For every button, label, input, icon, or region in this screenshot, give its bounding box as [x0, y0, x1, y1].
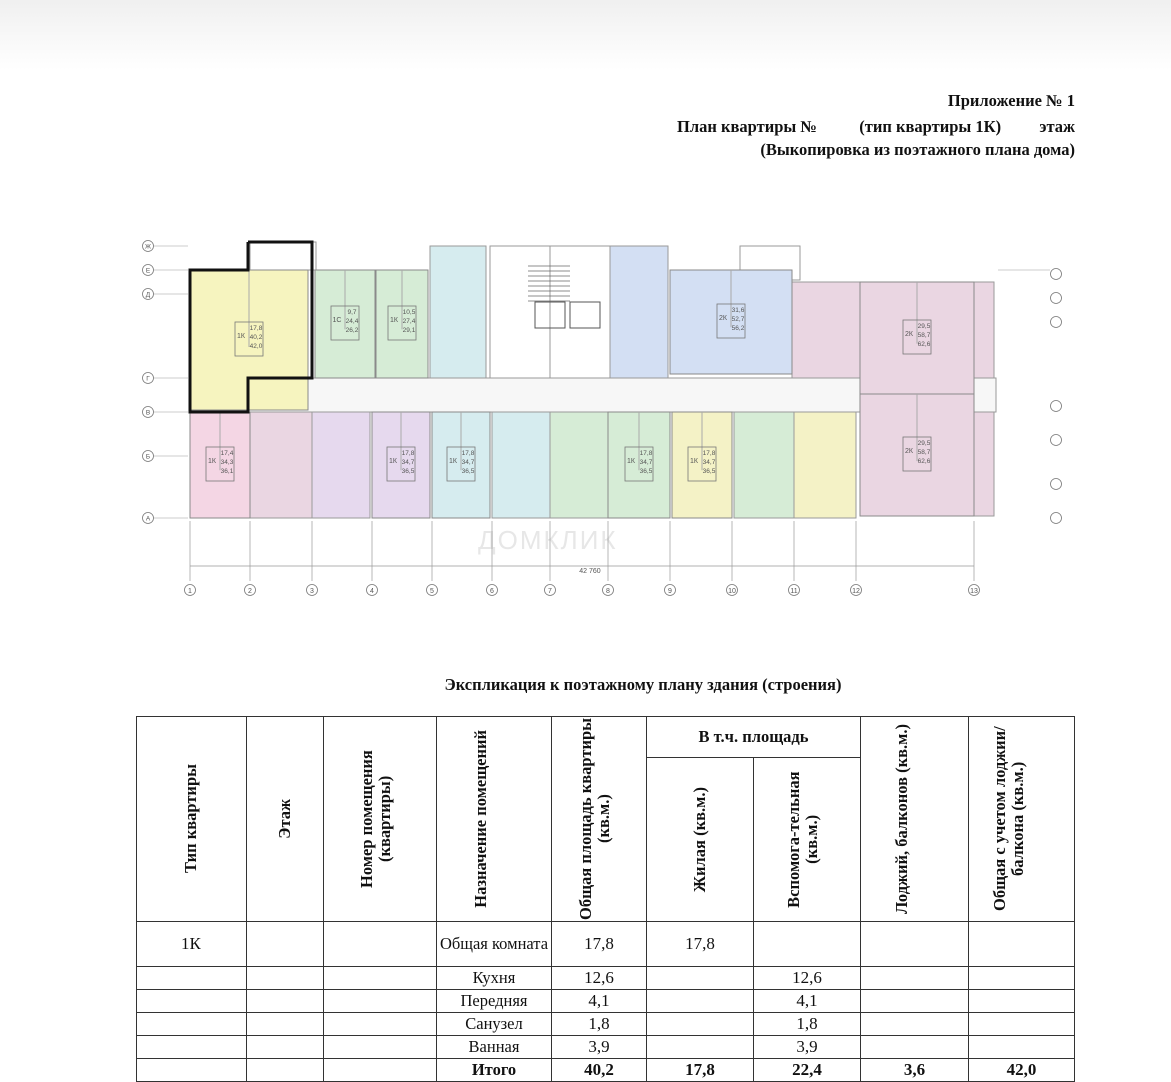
grid-axis-label: 11 — [790, 588, 798, 595]
cell-number — [324, 1036, 437, 1059]
header-room-number: Номер помещения (квартиры) — [324, 717, 437, 922]
cell-total_loggia: 42,0 — [969, 1059, 1075, 1082]
cell-living — [647, 967, 754, 990]
grid-axis-label: Ж — [144, 243, 152, 251]
header-floor: Этаж — [247, 717, 324, 922]
cell-aux — [754, 922, 861, 967]
plan-room — [312, 412, 370, 518]
grid-axis-label: 13 — [970, 588, 978, 595]
cell-type — [137, 967, 247, 990]
plan-room — [610, 246, 668, 378]
cell-aux: 22,4 — [754, 1059, 861, 1082]
header-room-purpose: Назначение помещений — [437, 717, 552, 922]
header-total-area: Общая площадь квартиры (кв.м.) — [552, 717, 647, 922]
plan-unit-type: 1К — [237, 333, 245, 340]
plan-type: (тип квартиры 1К) — [859, 117, 1002, 136]
plan-room — [492, 412, 550, 518]
cell-floor — [247, 1059, 324, 1082]
cell-living: 17,8 — [647, 1059, 754, 1082]
plan-unit-area: 34,7 — [401, 459, 415, 466]
cell-type — [137, 1059, 247, 1082]
cell-purpose: Санузел — [437, 1013, 552, 1036]
plan-unit-type: 1К — [627, 458, 635, 465]
cell-living: 17,8 — [647, 922, 754, 967]
grid-axis-label: 4 — [370, 588, 374, 595]
plan-unit-area: 36,5 — [461, 468, 475, 475]
grid-axis-marker — [1051, 513, 1062, 524]
plan-unit-area: 17,8 — [249, 325, 263, 332]
plan-unit-type: 2К — [719, 315, 727, 322]
plan-unit-area: 29,5 — [917, 440, 931, 447]
plan-unit-type: 1С — [332, 317, 342, 324]
grid-axis-label: Б — [145, 453, 151, 461]
cell-floor — [247, 1013, 324, 1036]
grid-axis-label: Д — [145, 291, 151, 299]
grid-axis-label: 6 — [490, 588, 494, 595]
cell-number — [324, 1013, 437, 1036]
plan-unit-area: 9,7 — [347, 309, 357, 316]
cell-living — [647, 1013, 754, 1036]
plan-unit-area: 36,5 — [639, 468, 653, 475]
cell-loggia — [861, 1013, 969, 1036]
plan-unit-area: 36,1 — [220, 468, 234, 475]
explication-title: Экспликация к поэтажному плану здания (строения) — [444, 675, 842, 694]
cell-purpose: Передняя — [437, 990, 552, 1013]
plan-unit-area: 34,3 — [220, 459, 234, 466]
cell-floor — [247, 1036, 324, 1059]
cell-total_loggia — [969, 967, 1075, 990]
grid-axis-label: Г — [146, 375, 150, 383]
cell-living — [647, 990, 754, 1013]
plan-unit-area: 29,5 — [917, 323, 931, 330]
grid-axis-label: 1 — [188, 588, 192, 595]
cell-aux: 12,6 — [754, 967, 861, 990]
plan-room — [794, 412, 856, 518]
cell-total: 1,8 — [552, 1013, 647, 1036]
header-loggias: Лоджий, балконов (кв.м.) — [861, 717, 969, 922]
grid-axis-label: 10 — [728, 588, 736, 595]
plan-unit-area: 40,2 — [249, 334, 263, 341]
cell-number — [324, 967, 437, 990]
plan-unit-area: 17,8 — [702, 450, 716, 457]
grid-axis-label: 12 — [852, 588, 860, 595]
header-auxiliary: Вспомога-тельная (кв.м.) — [754, 758, 861, 922]
cell-total: 3,9 — [552, 1036, 647, 1059]
table-row — [137, 1013, 1075, 1036]
plan-unit-area: 26,2 — [345, 327, 359, 334]
cell-total_loggia — [969, 990, 1075, 1013]
cell-purpose: Итого — [437, 1059, 552, 1082]
table-row — [137, 967, 1075, 990]
grid-axis-label: 2 — [248, 588, 252, 595]
cell-purpose: Кухня — [437, 967, 552, 990]
cell-total: 17,8 — [552, 922, 647, 967]
cell-total_loggia — [969, 922, 1075, 967]
table-row-total — [137, 1059, 1075, 1082]
plan-unit-area: 58,7 — [917, 449, 931, 456]
plan-unit-type: 2К — [905, 448, 913, 455]
cell-floor — [247, 990, 324, 1013]
grid-axis-label: 9 — [668, 588, 672, 595]
cell-floor — [247, 967, 324, 990]
header-living: Жилая (кв.м.) — [647, 758, 754, 922]
grid-axis-marker — [1051, 435, 1062, 446]
scan-top-shadow — [0, 0, 1171, 70]
explication-table — [136, 716, 1075, 1082]
cell-type: 1К — [137, 922, 247, 967]
grid-axis-label: 5 — [430, 588, 434, 595]
cell-loggia — [861, 922, 969, 967]
grid-axis-label: 3 — [310, 588, 314, 595]
plan-room — [734, 412, 794, 518]
grid-axis-label: Е — [145, 267, 151, 275]
cell-aux: 4,1 — [754, 990, 861, 1013]
plan-room — [250, 242, 316, 270]
plan-unit-area: 56,2 — [731, 325, 745, 332]
plan-unit-area: 42,0 — [249, 343, 263, 350]
grid-axis-label: 7 — [548, 588, 552, 595]
header-incl-area-group: В т.ч. площадь — [647, 717, 861, 758]
plan-unit-area: 17,8 — [401, 450, 415, 457]
cell-number — [324, 922, 437, 967]
plan-unit-area: 17,8 — [639, 450, 653, 457]
cell-loggia: 3,6 — [861, 1059, 969, 1082]
grid-axis-marker — [1051, 293, 1062, 304]
grid-axis-marker — [1051, 479, 1062, 490]
plan-unit-area: 52,7 — [731, 316, 745, 323]
cell-number — [324, 1059, 437, 1082]
plan-floor: этаж — [1039, 117, 1075, 136]
cell-loggia — [861, 1036, 969, 1059]
cell-type — [137, 1036, 247, 1059]
grid-axis-label: 8 — [606, 588, 610, 595]
header-apartment-type: Тип квартиры — [137, 717, 247, 922]
extract-note: (Выкопировка из поэтажного плана дома) — [760, 140, 1075, 159]
plan-unit-area: 27,4 — [402, 318, 416, 325]
plan-unit-type: 1К — [690, 458, 698, 465]
plan-unit-type: 1К — [449, 458, 457, 465]
plan-unit-type: 1К — [208, 458, 216, 465]
plan-unit-area: 62,6 — [917, 458, 931, 465]
plan-unit-area: 17,8 — [461, 450, 475, 457]
grid-axis-marker — [1051, 317, 1062, 328]
watermark: ДОМКЛИК — [478, 525, 618, 555]
total-dimension: 42 760 — [579, 568, 601, 575]
grid-axis-label: А — [145, 515, 151, 523]
header-total-with-loggia: Общая с учетом лоджии/балкона (кв.м.) — [969, 717, 1075, 922]
plan-unit-area: 58,7 — [917, 332, 931, 339]
table-row — [137, 922, 1075, 967]
plan-unit-area: 36,5 — [702, 468, 716, 475]
plan-unit-area: 34,7 — [461, 459, 475, 466]
plan-unit-area: 62,6 — [917, 341, 931, 348]
plan-heading — [677, 117, 1075, 137]
cell-total: 4,1 — [552, 990, 647, 1013]
plan-unit-area: 36,5 — [401, 468, 415, 475]
plan-unit-area: 31,6 — [731, 307, 745, 314]
plan-unit-area: 34,7 — [702, 459, 716, 466]
grid-axis-marker — [1051, 269, 1062, 280]
grid-axis-label: В — [145, 409, 151, 417]
cell-loggia — [861, 990, 969, 1013]
plan-unit-area: 17,4 — [220, 450, 234, 457]
table-row — [137, 1036, 1075, 1059]
plan-prefix: План квартиры № — [676, 117, 817, 136]
cell-aux: 1,8 — [754, 1013, 861, 1036]
cell-total_loggia — [969, 1036, 1075, 1059]
cell-loggia — [861, 967, 969, 990]
table-row — [137, 990, 1075, 1013]
cell-number — [324, 990, 437, 1013]
cell-type — [137, 990, 247, 1013]
cell-purpose: Ванная — [437, 1036, 552, 1059]
appendix-heading: Приложение № 1 — [947, 91, 1075, 110]
cell-type — [137, 1013, 247, 1036]
plan-unit-area: 24,4 — [345, 318, 359, 325]
cell-total: 12,6 — [552, 967, 647, 990]
cell-aux: 3,9 — [754, 1036, 861, 1059]
plan-unit-area: 10,5 — [402, 309, 416, 316]
plan-room — [250, 412, 312, 518]
grid-axis-marker — [1051, 401, 1062, 412]
cell-living — [647, 1036, 754, 1059]
plan-unit-area: 34,7 — [639, 459, 653, 466]
cell-purpose: Общая комната — [437, 922, 552, 967]
cell-total: 40,2 — [552, 1059, 647, 1082]
plan-room — [792, 282, 860, 394]
plan-room — [550, 412, 608, 518]
plan-unit-type: 2К — [905, 331, 913, 338]
cell-total_loggia — [969, 1013, 1075, 1036]
cell-floor — [247, 922, 324, 967]
plan-unit-area: 29,1 — [402, 327, 416, 334]
plan-room — [430, 246, 486, 378]
plan-unit-type: 1К — [390, 317, 398, 324]
plan-unit-type: 1К — [389, 458, 397, 465]
